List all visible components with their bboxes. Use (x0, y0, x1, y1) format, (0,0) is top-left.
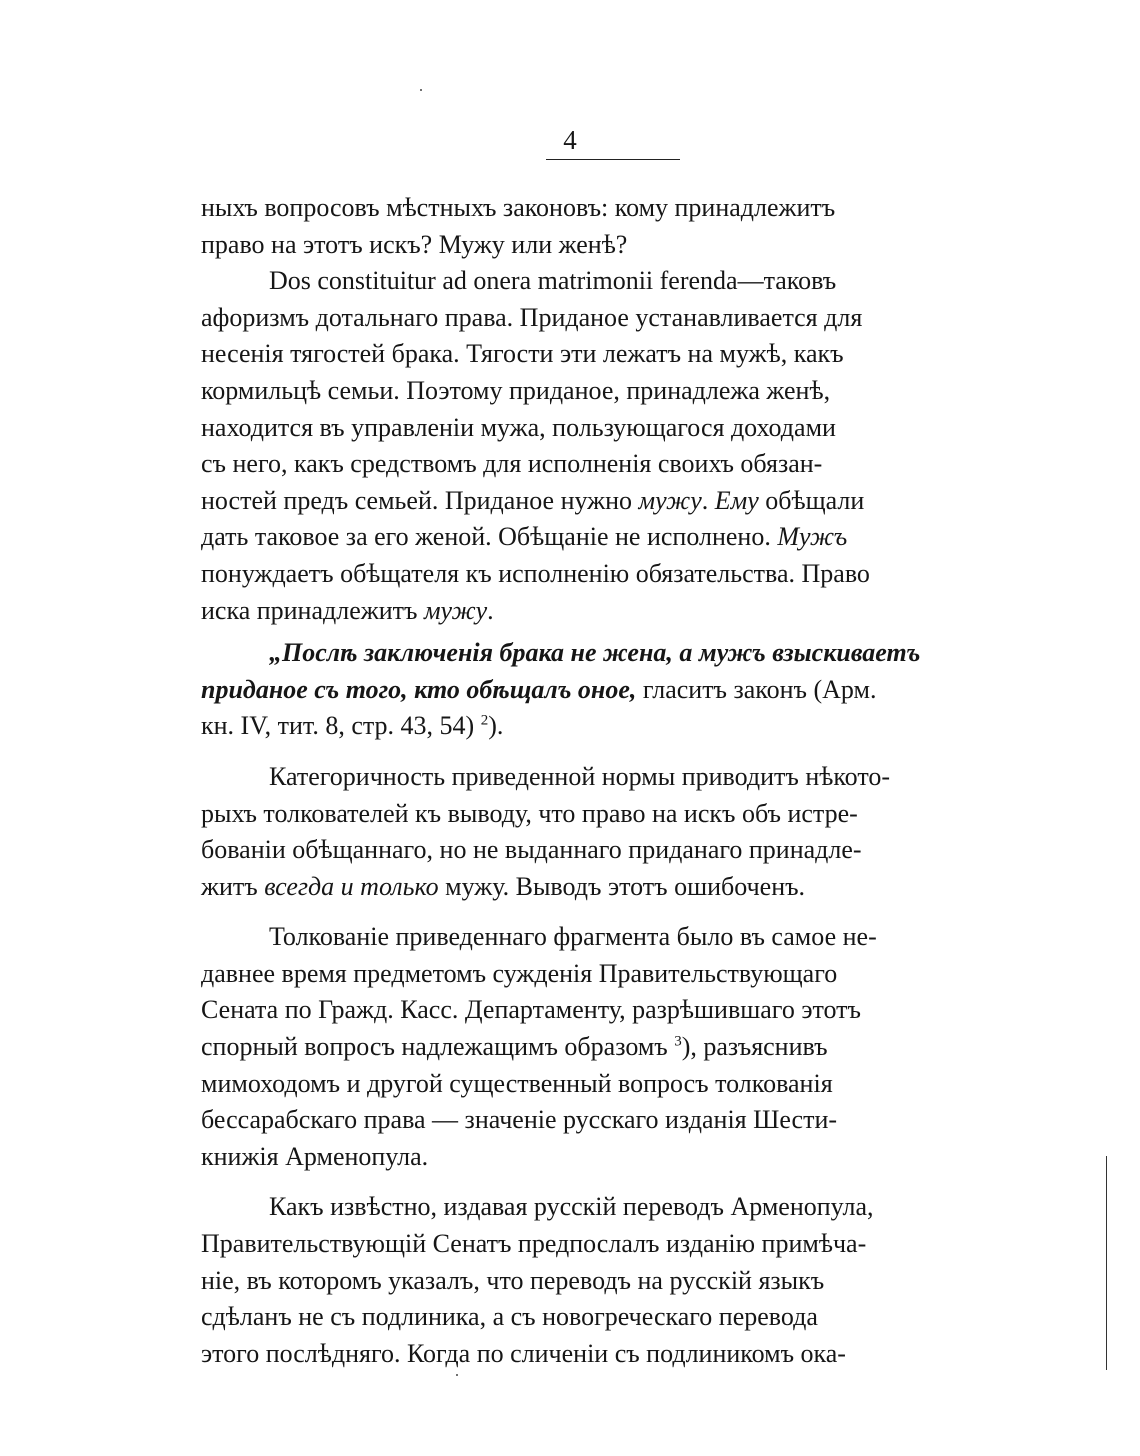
text-run: ), разъяснивъ (681, 1032, 828, 1062)
text-line: понуждаетъ обѣщателя къ исполненію обязательства. Право (201, 558, 870, 588)
scan-speck (456, 1374, 458, 1376)
text-line: Категоричность приведенной нормы приводитъ нѣкото- (269, 761, 891, 791)
emphasis: мужу (423, 595, 488, 625)
page-number-rule (546, 159, 680, 160)
text-run: иска принадлежитъ (201, 595, 424, 625)
text-run: обѣщали (758, 485, 865, 515)
text-line: этого послѣдняго. Когда по сличеніи съ подлиникомъ ока- (201, 1338, 846, 1368)
text-line (201, 869, 1023, 906)
text-line: мимоходомъ и другой существенный вопросъ толкованія (201, 1068, 833, 1098)
text-line: рыхъ толкователей къ выводу, что право на искъ объ истре- (201, 798, 858, 828)
margin-scan-line (1106, 1156, 1107, 1370)
paragraph-1 (201, 190, 1023, 263)
text-line (201, 672, 1023, 709)
paragraph-5 (201, 919, 1023, 1175)
text-run: гласитъ законъ (Арм. (636, 674, 877, 704)
paragraph-spacer (201, 1175, 1023, 1189)
text-line: книжія Арменопула. (201, 1141, 429, 1171)
text-run: кн. IV, тит. 8, стр. 43, 54) (201, 711, 481, 741)
text-line: кормильцѣ семьи. Поэтому приданое, принадлежа женѣ, (201, 375, 831, 405)
text-line: Какъ извѣстно, издавая русскій переводъ Арменопула, (269, 1192, 874, 1222)
text-line: ныхъ вопросовъ мѣстныхъ законовъ: кому принадлежитъ (201, 193, 836, 222)
text-line (201, 519, 1023, 556)
body-text (201, 190, 1023, 1372)
paragraph-4 (201, 759, 1023, 905)
text-line: давнее время предметомъ сужденія Правительствующаго (201, 958, 838, 988)
text-line (201, 708, 1023, 745)
text-run: . (701, 485, 715, 515)
text-run: дать таковое за его женой. Обѣщаніе не исполнено. (201, 522, 778, 552)
emphasis: Мужъ (777, 522, 848, 552)
text-line: право на этотъ искъ? Мужу или женѣ? (201, 229, 628, 259)
text-line: бессарабскаго права — значеніе русскаго изданія Шести- (201, 1105, 838, 1135)
text-run: ностей предъ семьей. Приданое нужно (201, 485, 639, 515)
text-line: бованіи обѣщаннаго, но не выданнаго приданаго принадле- (201, 835, 862, 865)
text-line (201, 1029, 1023, 1066)
text-line: Сената по Гражд. Касс. Департаменту, разрѣшившаго этотъ (201, 995, 861, 1025)
scan-speck (420, 89, 422, 91)
text-line: сдѣланъ не съ подлиника, а съ новогреческаго перевода (201, 1302, 818, 1332)
paragraph-3-quote (201, 635, 1023, 745)
text-line: несенія тягостей брака. Тягости эти лежатъ на мужѣ, какъ (201, 339, 844, 369)
text-run: . (487, 595, 494, 625)
footnote-ref: 2 (480, 712, 489, 729)
paragraph-2 (201, 263, 1023, 629)
text-line: ніе, въ которомъ указалъ, что переводъ на русскій языкъ (201, 1265, 825, 1295)
text-line: съ него, какъ средствомъ для исполненія своихъ обязан- (201, 449, 823, 479)
text-line (201, 593, 1023, 630)
text-line: „Послѣ заключенія брака не жена, а мужъ взыскиваетъ (269, 638, 921, 668)
text-line: Толкованіе приведеннаго фрагмента было въ самое не- (269, 922, 877, 952)
emphasis: мужу (638, 485, 702, 515)
text-run: ). (488, 711, 504, 741)
paragraph-6 (201, 1189, 1023, 1372)
emphasis: всегда и только (264, 871, 439, 901)
text-line: Dos constituitur ad onera matrimonii ferenda—таковъ (269, 266, 837, 296)
emphasis: приданое съ того, кто обѣщалъ оное, (201, 674, 637, 704)
text-line: находится въ управленіи мужа, пользующагося доходами (201, 412, 836, 442)
text-run: мужу. Выводъ этотъ ошибоченъ. (438, 871, 806, 901)
text-line (201, 483, 1023, 520)
page-number: 4 (563, 125, 577, 155)
footnote-ref: 3 (674, 1033, 682, 1050)
text-line: Правительствующій Сенатъ предпослалъ изданію примѣча- (201, 1229, 867, 1259)
text-line: афоризмъ дотальнаго права. Приданое устанавливается для (201, 302, 863, 332)
text-run: спорный вопросъ надлежащимъ образомъ (201, 1032, 675, 1062)
paragraph-spacer (201, 745, 1023, 759)
text-run: житъ (201, 871, 265, 901)
paragraph-spacer (201, 905, 1023, 919)
emphasis: Ему (714, 485, 759, 515)
